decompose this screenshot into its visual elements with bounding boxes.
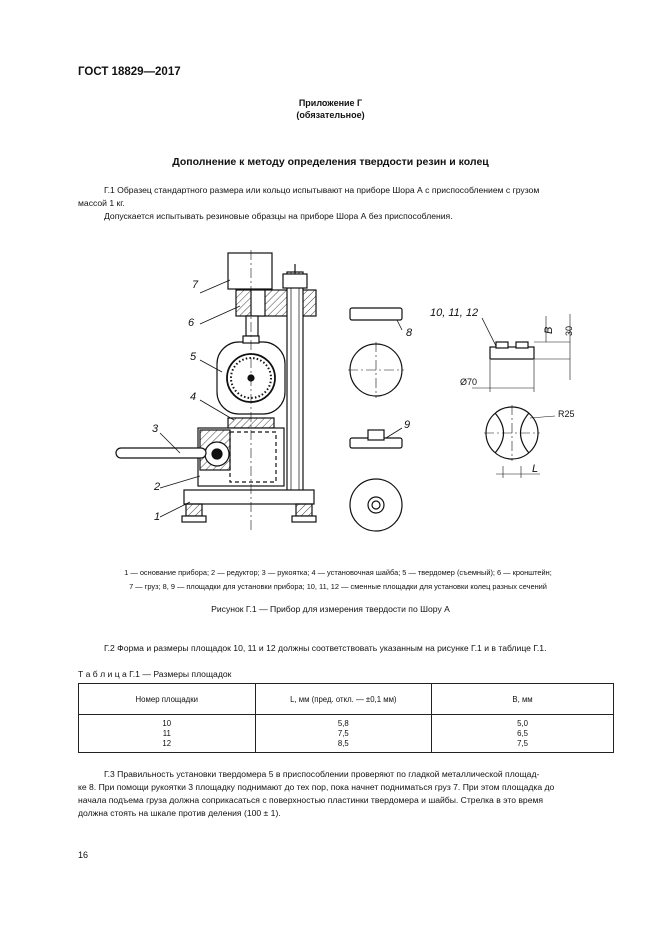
- appendix-status: (обязательное): [296, 110, 365, 120]
- table-header-row: [79, 684, 614, 715]
- platform-dimensions-table: [78, 683, 614, 753]
- dim-l: L: [532, 463, 539, 475]
- platforms-10-12-drawing: [472, 314, 570, 478]
- table-cell: 8,5: [255, 739, 432, 753]
- section-title: Дополнение к методу определения твердости резин и колец: [172, 156, 489, 168]
- table-cell: 5,8: [255, 715, 432, 730]
- label-2: 2: [154, 481, 161, 493]
- figure-shore-device: [100, 250, 590, 540]
- table-row: [79, 729, 614, 739]
- platform-8-drawing: [348, 308, 404, 398]
- paragraph-g3-line3: начала подъема груза должна соприкасаться с поверхностью пластинки твердомера и шайбы. Стрелка в это время: [78, 795, 544, 805]
- dim-dia70: Ø70: [460, 377, 478, 387]
- paragraph-g3-line4: должна стоять на шкале против деления (100 ± 1).: [78, 808, 281, 818]
- paragraph-g2: Г.2 Форма и размеры площадок 10, 11 и 12 должны соответствовать указанным на рисунке Г.1 и в таблице Г.1.: [104, 643, 547, 653]
- appendix-title: Приложение Г: [298, 98, 363, 108]
- paragraph-g3-line1: Г.3 Правильность установки твердомера 5 в приспособлении проверяют по гладкой металлической площад-: [104, 769, 540, 779]
- platform-9-drawing: [350, 430, 402, 531]
- table-title: Т а б л и ц а Г.1 — Размеры площадок: [78, 669, 232, 679]
- paragraph-g1-line1: Г.1 Образец стандартного размера или кольцо испытывают на приборе Шора А с приспособлением с грузом: [104, 185, 540, 195]
- table-header-b: В, мм: [432, 684, 614, 715]
- table-cell: 7,5: [432, 739, 614, 753]
- figure-legend-line1: 1 — основание прибора; 2 — редуктор; 3 — рукоятка; 4 — установочная шайба; 5 — твердомер (съемный); 6 — кронштейн;: [124, 568, 552, 577]
- label-7: 7: [192, 279, 199, 291]
- dim-r25: R25: [558, 409, 575, 419]
- paragraph-g1-line3: Допускается испытывать резиновые образцы на приборе Шора А без приспособления.: [104, 211, 453, 221]
- paragraph-g3-line2: ке 8. При помощи рукоятки 3 площадку поднимают до тех пор, пока начнет подниматься груз 7. При этом площадка до: [78, 782, 555, 792]
- label-1: 1: [154, 511, 161, 523]
- paragraph-g1-line2: массой 1 кг.: [78, 198, 125, 208]
- dim-b: В: [543, 326, 555, 334]
- table-header-number: Номер площадки: [79, 684, 256, 715]
- label-4: 4: [190, 391, 197, 403]
- table-cell: 12: [79, 739, 256, 753]
- page-number: 16: [78, 850, 89, 860]
- device-drawing: [116, 250, 316, 532]
- table-cell: 6,5: [432, 729, 614, 739]
- label-6: 6: [188, 317, 195, 329]
- label-3: 3: [152, 423, 159, 435]
- standard-header: ГОСТ 18829—2017: [78, 66, 181, 78]
- table-cell: 11: [79, 729, 256, 739]
- table-row: [79, 715, 614, 730]
- table-cell: 7,5: [255, 729, 432, 739]
- figure-legend-line2: 7 — груз; 8, 9 — площадки для установки прибора; 10, 11, 12 — сменные площадки для установки колец разных сечений: [129, 582, 547, 591]
- table-row: [79, 739, 614, 753]
- table-cell: 5,0: [432, 715, 614, 730]
- figure-caption: Рисунок Г.1 — Прибор для измерения твердости по Шору А: [211, 604, 450, 614]
- label-8: 8: [406, 327, 413, 339]
- label-9: 9: [404, 419, 411, 431]
- table-header-l: L, мм (пред. откл. — ±0,1 мм): [255, 684, 432, 715]
- label-5: 5: [190, 351, 197, 363]
- dim-30: 30: [564, 325, 574, 336]
- label-10-11-12: 10, 11, 12: [430, 307, 479, 319]
- table-cell: 10: [79, 715, 256, 730]
